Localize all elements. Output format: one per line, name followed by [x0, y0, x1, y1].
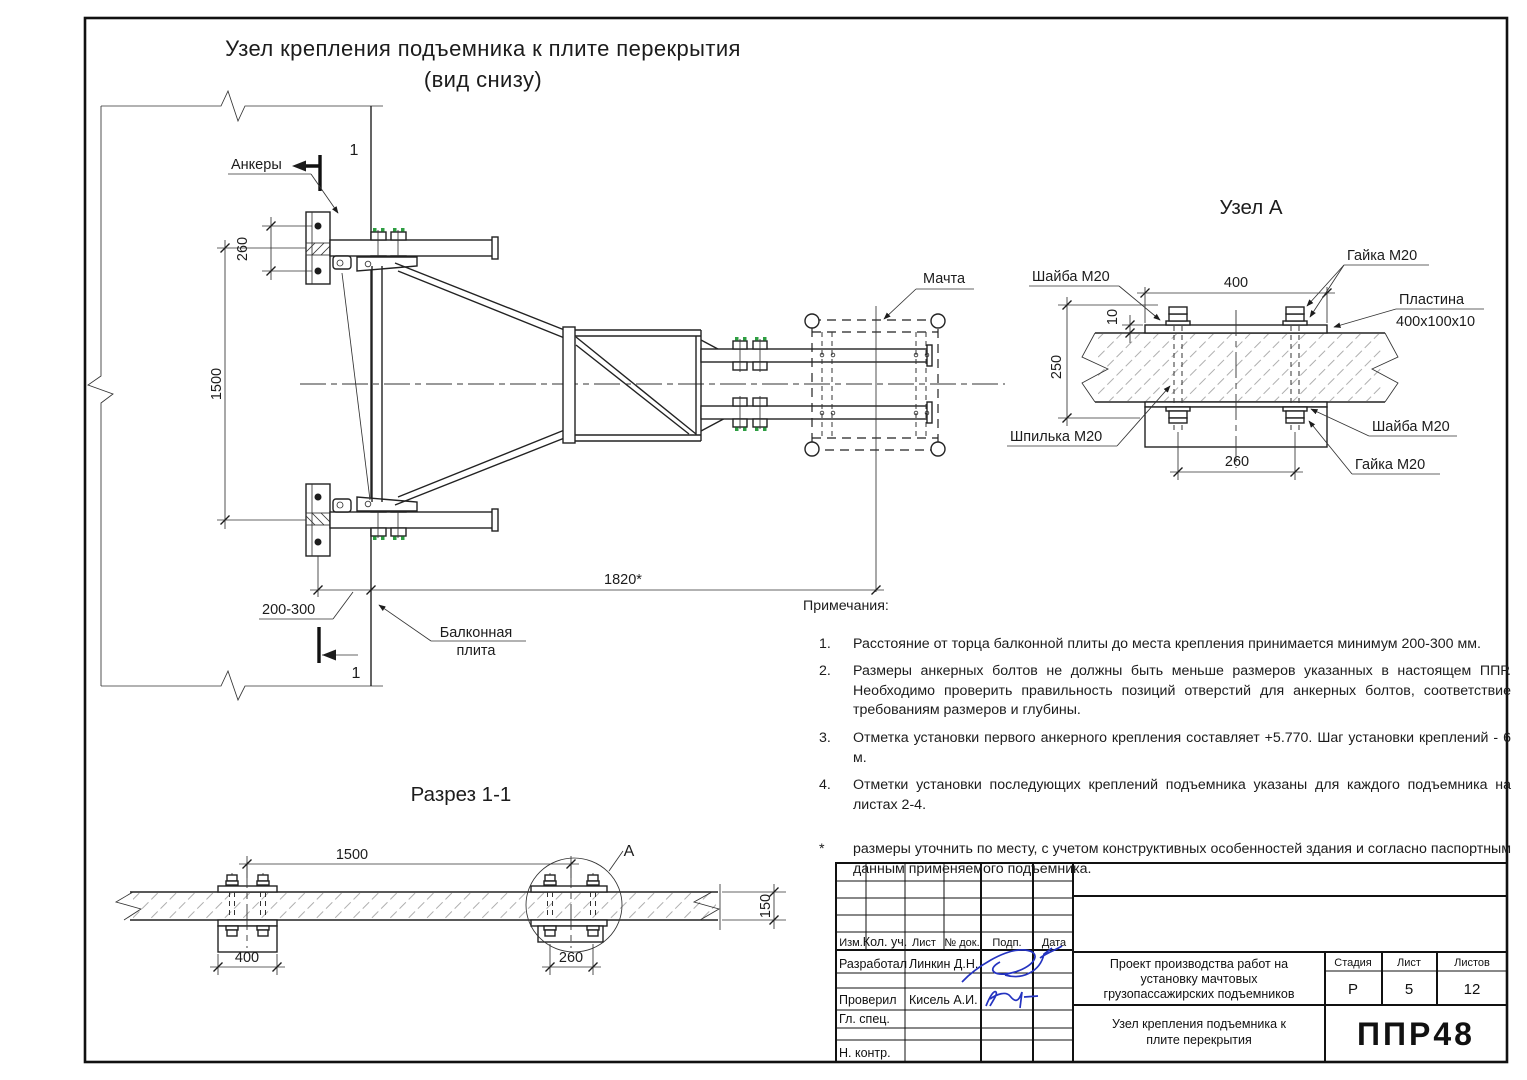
mast-arm-top	[701, 337, 932, 372]
sheets-value: 12	[1463, 981, 1481, 998]
section-mark-label: 1	[351, 665, 361, 682]
note-item-1	[803, 635, 1511, 655]
note-item-3	[803, 729, 1511, 768]
notes-heading: Примечания:	[803, 598, 889, 614]
node-a-title: Узел А	[1219, 196, 1283, 219]
section-title: Разрез 1-1	[410, 783, 512, 806]
anchors-label: Анкеры	[231, 157, 282, 173]
note-item-4	[803, 776, 1511, 815]
doc-title-line2: плите перекрытия	[1146, 1033, 1252, 1047]
anchor-bolt	[315, 223, 322, 230]
role-norm-control: Н. контр.	[839, 1046, 891, 1060]
signature-checked	[986, 992, 1038, 1008]
nut-bottom-label: Гайка М20	[1355, 457, 1426, 473]
note-text: Отметки установки последующих креплений подъемника указаны для каждого подъемника на листах 2-4.	[853, 777, 1511, 813]
nut-top-label: Гайка М20	[1347, 248, 1418, 264]
dim-260: 260	[558, 950, 584, 966]
col-podp: Подп.	[992, 937, 1022, 949]
dim-10: 10	[1105, 308, 1121, 326]
slab-hatch	[1098, 334, 1382, 401]
col-kol-uch: Кол. уч.	[862, 935, 908, 949]
sheet-value: 5	[1404, 981, 1414, 998]
note-number: 1.	[819, 635, 831, 652]
note-text: Расстояние от торца балконной плиты до места крепления принимается минимум 200-300 мм.	[853, 635, 1481, 652]
note-text: Размеры анкерных болтов не должны быть меньше размеров указанных в настоящем ППР. Необходимо проверить правильность позиций отверстий для анкерных болтов, соответствие требованиям размеров и глубины.	[853, 663, 1511, 719]
note-number: 3.	[819, 729, 831, 746]
main-title-line2: (вид снизу)	[423, 67, 543, 92]
project-name-line1: Проект производства работ на	[1109, 957, 1289, 971]
dim-1820: 1820*	[604, 572, 642, 588]
building-outline	[88, 91, 383, 700]
sheets-label: Листов	[1454, 957, 1490, 969]
role-checked: Проверил	[839, 993, 897, 1007]
dim-1500: 1500	[335, 847, 369, 863]
detail-a-mark: А	[623, 843, 635, 860]
section-1-1	[116, 783, 786, 975]
col-data: Дата	[1041, 937, 1067, 949]
dim-250: 250	[1049, 354, 1065, 380]
col-list: Лист	[912, 937, 936, 949]
anchor-bolt	[315, 268, 322, 275]
balcony-plate-label: Балконная	[439, 625, 513, 641]
dim-200-300: 200-300	[262, 602, 316, 618]
role-chief-spec: Гл. спец.	[839, 1012, 890, 1026]
washer-bottom-label: Шайба М20	[1372, 419, 1450, 435]
dim-260: 260	[1224, 454, 1250, 470]
stage-value: Р	[1347, 981, 1359, 998]
footnote-marker: *	[819, 841, 825, 858]
name-checked: Кисель А.И.	[909, 993, 978, 1007]
slab-hatch	[133, 893, 716, 919]
note-text: Отметка установки первого анкерного крепления составляет +5.770. Шаг установки креплений - 6 м.	[853, 729, 1511, 766]
main-title	[158, 33, 808, 95]
title-block	[836, 863, 1507, 1062]
company-logo: ППР48	[1357, 1016, 1475, 1052]
plate-label: Пластина	[1399, 292, 1465, 308]
section-mark-bottom	[319, 627, 361, 682]
washer-top-label: Шайба М20	[1032, 269, 1110, 285]
main-title-line1: Узел крепления подъемника к плите перекрытия	[225, 36, 741, 61]
footnote-text: размеры уточнить по месту, с учетом конструктивных особенностей здания и согласно паспортным данным применяемого подъемника.	[853, 841, 1511, 877]
mast-label: Мачта	[922, 271, 966, 287]
dim-150: 150	[758, 893, 774, 919]
stage-label: Стадия	[1334, 957, 1372, 969]
node-a-detail	[1007, 196, 1484, 480]
footnote	[803, 840, 1511, 879]
dim-1500: 1500	[209, 367, 225, 401]
role-developed: Разработал	[839, 957, 908, 971]
name-developed: Линкин Д.Н.	[909, 957, 979, 971]
balcony-plate-label2: плита	[456, 643, 496, 659]
dim-400: 400	[234, 950, 260, 966]
sheet-label: Лист	[1397, 957, 1421, 969]
dim-400: 400	[1223, 275, 1249, 291]
project-name-line3: грузопассажирских подъемников	[1103, 987, 1295, 1001]
section-mark-label: 1	[349, 142, 359, 159]
note-item-2	[803, 662, 1511, 721]
col-doc: № док.	[944, 937, 980, 949]
section-mark-top	[292, 142, 359, 191]
doc-title-line1: Узел крепления подъемника к	[1112, 1017, 1286, 1031]
dim-260: 260	[235, 236, 251, 262]
col-izm: Изм.	[839, 937, 863, 949]
project-name-line2: установку мачтовых	[1140, 972, 1258, 986]
anchor-arm-pipe	[330, 240, 493, 256]
plate-label2: 400х100х10	[1396, 314, 1476, 330]
notes	[803, 597, 1511, 888]
mast-arm-bottom	[701, 396, 932, 431]
note-number: 2.	[819, 663, 831, 680]
stud-label: Шпилька М20	[1010, 429, 1103, 445]
note-number: 4.	[819, 777, 831, 794]
